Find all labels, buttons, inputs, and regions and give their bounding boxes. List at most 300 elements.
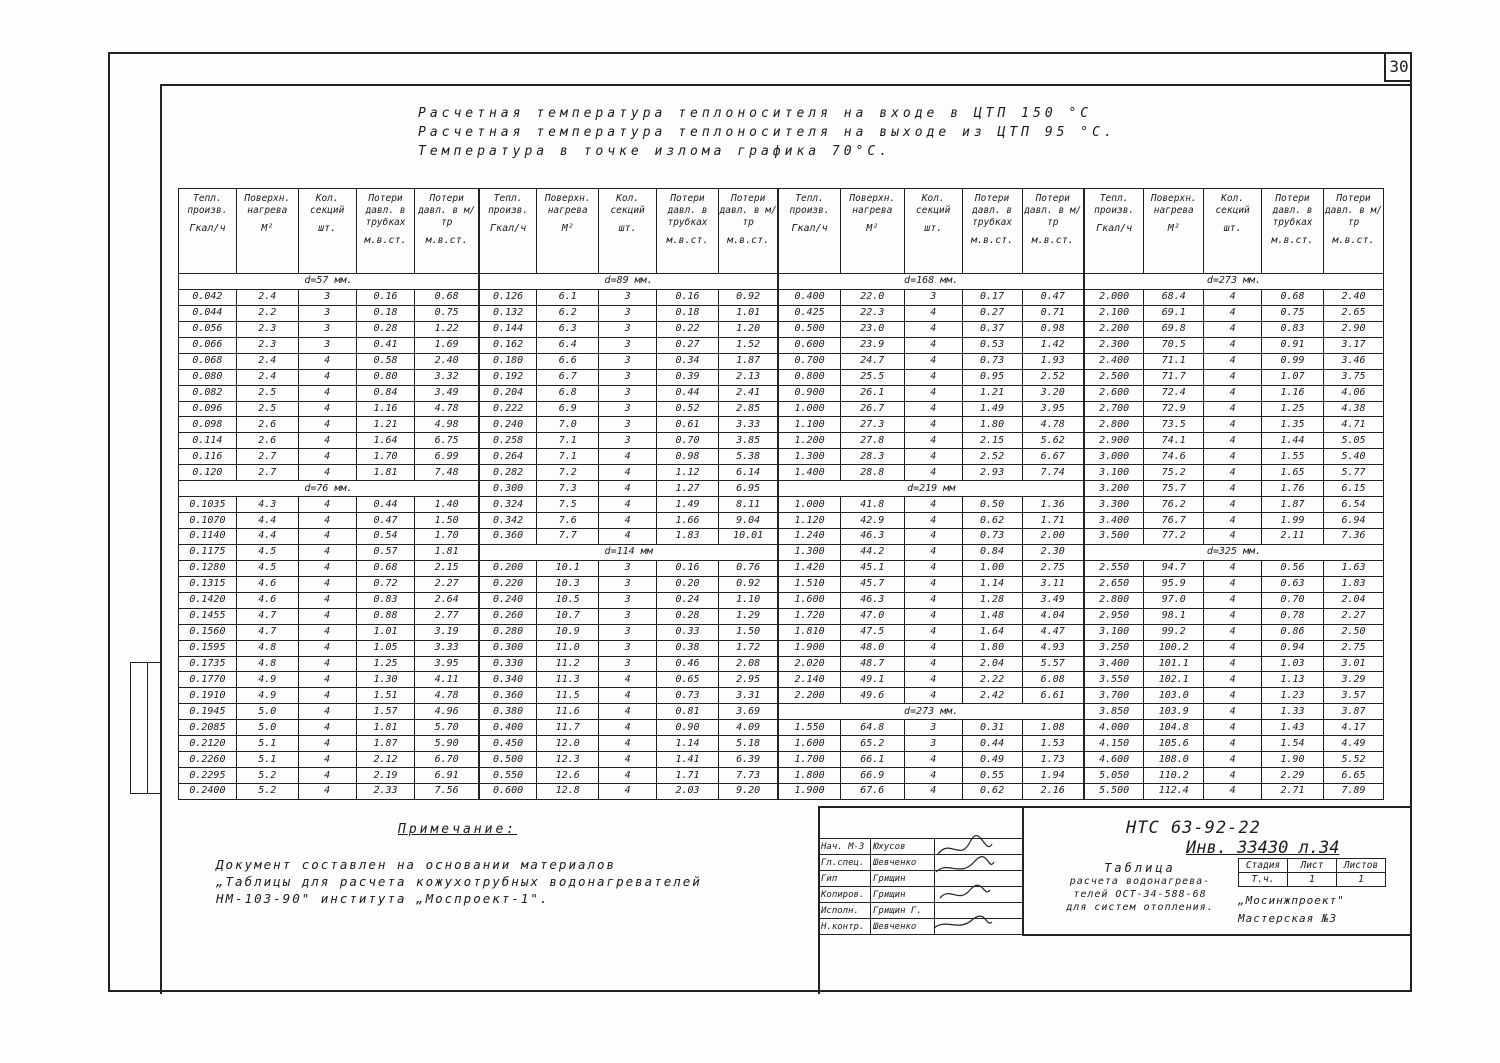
table-cell: 2.15 [962,433,1022,449]
table-cell: 4 [298,544,356,560]
table-cell: 0.24 [657,592,719,608]
table-cell: 1.81 [415,544,479,560]
column-header [1323,189,1383,274]
table-cell: 0.84 [962,544,1022,560]
table-cell: 1.01 [718,305,778,321]
stage-table [1238,858,1386,887]
table-cell: 12.8 [537,784,599,800]
table-cell: 4 [1204,640,1262,656]
table-cell: 0.98 [1022,321,1084,337]
table-cell: 1.600 [778,592,840,608]
table-cell: 2.03 [657,784,719,800]
table-cell: 4 [1204,704,1262,720]
table-cell: 4 [1204,513,1262,529]
table-cell: 4 [1204,449,1262,465]
table-cell: 45.1 [840,560,904,576]
table-cell: 0.1910 [179,688,237,704]
table-cell: 4 [298,401,356,417]
table-cell: 6.99 [415,449,479,465]
column-header-unit: шт. [924,223,943,234]
column-header [298,189,356,274]
column-header-unit: м.в.ст. [970,235,1014,246]
table-cell: 6.08 [1022,672,1084,688]
column-header-unit: Гкал/ч [1096,223,1133,234]
table-cell: 28.3 [840,449,904,465]
table-cell: 2.800 [1084,592,1144,608]
table-cell: 3 [599,401,657,417]
table-cell: 4.06 [1323,385,1383,401]
sheet-header: Лист [1288,859,1337,873]
table-cell: 0.2085 [179,720,237,736]
table-cell: 4 [1204,417,1262,433]
organization [1238,892,1388,928]
archive-number: Инв. 33430 л.34 [1186,838,1340,858]
table-cell: 2.900 [1084,433,1144,449]
table-cell: 27.3 [840,417,904,433]
table-cell: 3 [904,720,962,736]
table-cell: 4.000 [1084,720,1144,736]
table-cell: 0.50 [962,497,1022,513]
table-cell: 0.500 [479,752,537,768]
table-cell: 0.132 [479,305,537,321]
table-cell: 0.71 [1022,305,1084,321]
table-cell: 1.87 [718,353,778,369]
table-cell: 5.2 [236,768,298,784]
column-header [415,189,479,274]
table-cell: 6.91 [415,768,479,784]
table-cell: 2.550 [1084,560,1144,576]
table-cell: 5.18 [718,736,778,752]
table-cell: 2.140 [778,672,840,688]
diameter-label: d=114 мм [479,544,778,560]
table-caption-line: для систем отопления. [1066,902,1214,913]
note-heading: Примечание: [398,822,518,837]
table-cell: 1.800 [778,768,840,784]
table-cell: 2.22 [962,672,1022,688]
table-cell: 2.13 [718,369,778,385]
signature-role: Копиров. [819,887,871,903]
table-row [179,672,1384,688]
table-cell: 1.30 [356,672,415,688]
table-cell: 0.70 [1262,592,1324,608]
table-cell: 66.9 [840,768,904,784]
table-cell: 0.220 [479,576,537,592]
table-cell: 4 [1204,481,1262,497]
table-cell: 1.900 [778,784,840,800]
table-cell: 94.7 [1144,560,1204,576]
table-cell: 6.54 [1323,497,1383,513]
table-cell: 0.1560 [179,624,237,640]
table-cell: 1.28 [962,592,1022,608]
table-cell: 4 [1204,768,1262,784]
table-cell: 1.01 [356,624,415,640]
table-cell: 1.73 [1022,752,1084,768]
table-cell: 0.300 [479,481,537,497]
table-cell: 11.3 [537,672,599,688]
table-cell: 4 [1204,433,1262,449]
table-cell: 4 [904,513,962,529]
table-cell: 1.72 [718,640,778,656]
table-cell: 1.93 [1022,353,1084,369]
table-cell: 2.08 [718,656,778,672]
table-cell: 3.700 [1084,688,1144,704]
stage-value: Т.ч. [1239,873,1288,887]
diameter-label: d=89 мм. [479,274,778,290]
table-cell: 1.510 [778,576,840,592]
table-cell: 0.83 [1262,321,1324,337]
table-cell: 6.4 [537,337,599,353]
table-row [179,656,1384,672]
table-cell: 0.72 [356,576,415,592]
table-cell: 1.300 [778,449,840,465]
table-cell: 3 [298,321,356,337]
table-cell: 4 [904,608,962,624]
table-cell: 0.75 [415,305,479,321]
table-cell: 0.126 [479,289,537,305]
table-cell: 6.3 [537,321,599,337]
table-cell: 4.150 [1084,736,1144,752]
table-cell: 2.400 [1084,353,1144,369]
table-cell: 0.80 [356,369,415,385]
column-header-title: Потери давл. в м/тр [1324,193,1383,228]
signature-role: Н.контр. [819,919,871,935]
table-cell: 3.400 [1084,656,1144,672]
table-cell: 1.48 [962,608,1022,624]
table-cell: 1.22 [415,321,479,337]
column-header-title: Кол. секций [916,193,951,216]
table-cell: 69.8 [1144,321,1204,337]
table-cell: 5.40 [1323,449,1383,465]
table-cell: 0.16 [657,560,719,576]
table-cell: 47.0 [840,608,904,624]
table-cell: 10.1 [537,560,599,576]
table-cell: 0.1175 [179,544,237,560]
table-cell: 2.500 [1084,369,1144,385]
signature-role: Нач. М-3 [819,839,871,855]
table-cell: 4 [1204,752,1262,768]
table-cell: 0.31 [962,720,1022,736]
table-cell: 2.27 [1323,608,1383,624]
diameter-label: d=168 мм. [778,274,1084,290]
table-cell: 0.16 [657,289,719,305]
table-cell: 26.1 [840,385,904,401]
table-cell: 3.31 [718,688,778,704]
table-cell: 0.1770 [179,672,237,688]
table-cell: 4.9 [236,688,298,704]
table-cell: 112.4 [1144,784,1204,800]
table-row [179,465,1384,481]
table-cell: 48.0 [840,640,904,656]
table-cell: 7.89 [1323,784,1383,800]
table-cell: 6.39 [718,752,778,768]
table-cell: 4 [298,592,356,608]
table-cell: 1.90 [1262,752,1324,768]
signature-name: Грищин [871,871,935,887]
table-cell: 0.192 [479,369,537,385]
column-header-title: Потери давл. в трубках [667,193,708,228]
table-cell: 7.56 [415,784,479,800]
column-header-title: Тепл. произв. [187,193,228,216]
table-cell: 2.5 [236,385,298,401]
table-cell: 0.2260 [179,752,237,768]
table-cell: 4.4 [236,513,298,529]
table-cell: 0.75 [1262,305,1324,321]
table-cell: 69.1 [1144,305,1204,321]
table-cell: 2.33 [356,784,415,800]
table-cell: 0.1280 [179,560,237,576]
table-cell: 4 [1204,497,1262,513]
table-cell: 1.40 [415,497,479,513]
table-cell: 4 [1204,784,1262,800]
table-cell: 2.6 [236,417,298,433]
table-cell: 1.70 [356,449,415,465]
table-cell: 0.500 [778,321,840,337]
table-cell: 3 [599,417,657,433]
table-row [179,560,1384,576]
table-cell: 3.500 [1084,529,1144,545]
table-cell: 1.76 [1262,481,1324,497]
table-cell: 3.69 [718,704,778,720]
table-row [179,720,1384,736]
table-cell: 72.4 [1144,385,1204,401]
table-row [179,529,1384,545]
table-cell: 4.4 [236,529,298,545]
table-cell: 1.16 [1262,385,1324,401]
table-cell: 4 [298,784,356,800]
column-header-title: Потери давл. в трубках [365,193,406,228]
table-row [179,353,1384,369]
table-cell: 4.17 [1323,720,1383,736]
table-cell: 3 [298,337,356,353]
table-caption-line: телей ОСТ-34-588-68 [1073,889,1207,900]
table-row [179,497,1384,513]
table-cell: 2.300 [1084,337,1144,353]
table-cell: 77.2 [1144,529,1204,545]
table-cell: 7.48 [415,465,479,481]
diameter-label: d=325 мм. [1084,544,1384,560]
title-line: Расчетная температура теплоносителя на выходе из ЦТП 95 °С. [418,125,1116,140]
table-cell: 5.500 [1084,784,1144,800]
signature-role: Исполн. [819,903,871,919]
table-cell: 4 [1204,736,1262,752]
table-cell: 0.300 [479,640,537,656]
table-cell: 12.6 [537,768,599,784]
table-cell: 4 [904,752,962,768]
document-code: НТС 63-92-22 [1126,818,1261,838]
table-cell: 3.200 [1084,481,1144,497]
table-cell: 2.40 [415,353,479,369]
table-cell: 1.08 [1022,720,1084,736]
table-row [179,752,1384,768]
table-cell: 1.44 [1262,433,1324,449]
column-header-unit: м.в.ст. [1332,235,1375,246]
table-cell: 26.7 [840,401,904,417]
table-cell: 1.33 [1262,704,1324,720]
title-block-divider [1022,934,1412,936]
table-cell: 4 [904,560,962,576]
table-cell: 4 [1204,576,1262,592]
table-cell: 3 [599,321,657,337]
table-cell: 0.94 [1262,640,1324,656]
table-cell: 3 [599,353,657,369]
table-cell: 1.69 [415,337,479,353]
table-cell: 5.90 [415,736,479,752]
table-cell: 72.9 [1144,401,1204,417]
table-cell: 4 [298,640,356,656]
table-cell: 1.41 [657,752,719,768]
table-cell: 0.1945 [179,704,237,720]
table-cell: 0.044 [179,305,237,321]
table-cell: 1.83 [657,529,719,545]
table-cell: 2.75 [1022,560,1084,576]
column-header-title: Поверхн. нагрева [1150,193,1197,216]
table-cell: 42.9 [840,513,904,529]
column-header-title: Тепл. произв. [488,193,529,216]
table-cell: 0.260 [479,608,537,624]
table-cell: 28.8 [840,465,904,481]
column-header-unit: м.в.ст. [1271,235,1314,246]
table-caption-line: расчета водонагрева- [1069,876,1211,887]
table-cell: 2.04 [1323,592,1383,608]
table-cell: 1.16 [356,401,415,417]
table-row [179,736,1384,752]
table-cell: 0.900 [778,385,840,401]
table-cell: 0.86 [1262,624,1324,640]
table-cell: 4.71 [1323,417,1383,433]
table-cell: 4.8 [236,640,298,656]
table-cell: 4 [904,385,962,401]
table-cell: 10.9 [537,624,599,640]
sheet-value: 1 [1288,873,1337,887]
table-cell: 12.3 [537,752,599,768]
table-cell: 5.57 [1022,656,1084,672]
table-cell: 4 [1204,321,1262,337]
table-cell: 1.14 [962,576,1022,592]
table-cell: 11.7 [537,720,599,736]
table-cell: 2.6 [236,433,298,449]
table-cell: 4 [1204,385,1262,401]
table-cell: 4 [298,369,356,385]
table-cell: 0.68 [356,560,415,576]
table-cell: 1.87 [356,736,415,752]
table-cell: 4 [1204,688,1262,704]
table-cell: 0.38 [657,640,719,656]
diameter-label: d=57 мм. [179,274,479,290]
table-cell: 105.6 [1144,736,1204,752]
column-header-title: Потери давл. в трубках [972,193,1013,228]
table-cell: 4.09 [718,720,778,736]
table-cell: 3.95 [1022,401,1084,417]
table-cell: 0.114 [179,433,237,449]
table-row [179,768,1384,784]
table-cell: 0.2400 [179,784,237,800]
stage-header: Стадия [1239,859,1288,873]
table-cell: 1.81 [356,465,415,481]
table-cell: 5.62 [1022,433,1084,449]
table-cell: 3.100 [1084,465,1144,481]
table-cell: 6.8 [537,385,599,401]
table-cell: 1.03 [1262,656,1324,672]
table-cell: 0.47 [356,513,415,529]
table-cell: 0.096 [179,401,237,417]
table-cell: 0.57 [356,544,415,560]
table-cell: 0.47 [1022,289,1084,305]
table-cell: 3.32 [415,369,479,385]
signature-role: Гип [819,871,871,887]
table-cell: 74.1 [1144,433,1204,449]
table-cell: 0.550 [479,768,537,784]
table-cell: 0.99 [1262,353,1324,369]
table-cell: 2.7 [236,449,298,465]
table-cell: 3 [904,289,962,305]
table-cell: 0.92 [718,289,778,305]
column-header-title: Потери давл. в трубках [1272,193,1313,228]
column-header [718,189,778,274]
table-cell: 0.2295 [179,768,237,784]
table-cell: 4 [298,513,356,529]
table-cell: 4.3 [236,497,298,513]
table-cell: 0.1455 [179,608,237,624]
table-cell: 1.63 [1323,560,1383,576]
table-cell: 1.13 [1262,672,1324,688]
column-header [962,189,1022,274]
signature-scribbles [930,832,1000,936]
table-cell: 4.6 [236,592,298,608]
table-cell: 3.400 [1084,513,1144,529]
table-cell: 0.68 [1262,289,1324,305]
table-cell: 102.1 [1144,672,1204,688]
table-cell: 4 [298,560,356,576]
table-cell: 0.27 [657,337,719,353]
table-cell: 2.27 [415,576,479,592]
table-cell: 11.5 [537,688,599,704]
table-cell: 1.21 [356,417,415,433]
table-cell: 2.020 [778,656,840,672]
table-cell: 0.1735 [179,656,237,672]
table-cell: 2.3 [236,321,298,337]
column-header [1144,189,1204,274]
column-header-unit: Гкал/ч [189,223,226,234]
table-cell: 10.01 [718,529,778,545]
table-cell: 1.00 [962,560,1022,576]
table-cell: 46.3 [840,592,904,608]
table-cell: 3 [599,560,657,576]
table-cell: 1.720 [778,608,840,624]
table-cell: 4.7 [236,608,298,624]
column-header-title: Поверхн. нагрева [244,193,291,216]
table-cell: 0.16 [356,289,415,305]
table-cell: 5.0 [236,704,298,720]
table-cell: 1.23 [1262,688,1324,704]
title-line: Расчетная температура теплоносителя на входе в ЦТП 150 °С [418,106,1093,121]
table-cell: 7.1 [537,433,599,449]
table-cell: 4 [298,353,356,369]
table-cell: 2.4 [236,353,298,369]
table-cell: 4.04 [1022,608,1084,624]
table-cell: 0.28 [657,608,719,624]
table-cell: 5.77 [1323,465,1383,481]
table-cell: 2.52 [1022,369,1084,385]
table-cell: 1.36 [1022,497,1084,513]
table-row [179,385,1384,401]
table-cell: 4 [1204,337,1262,353]
table-cell: 11.0 [537,640,599,656]
table-cell: 4 [904,640,962,656]
table-cell: 0.62 [962,784,1022,800]
table-cell: 4 [904,656,962,672]
table-cell: 0.144 [479,321,537,337]
table-row [179,401,1384,417]
